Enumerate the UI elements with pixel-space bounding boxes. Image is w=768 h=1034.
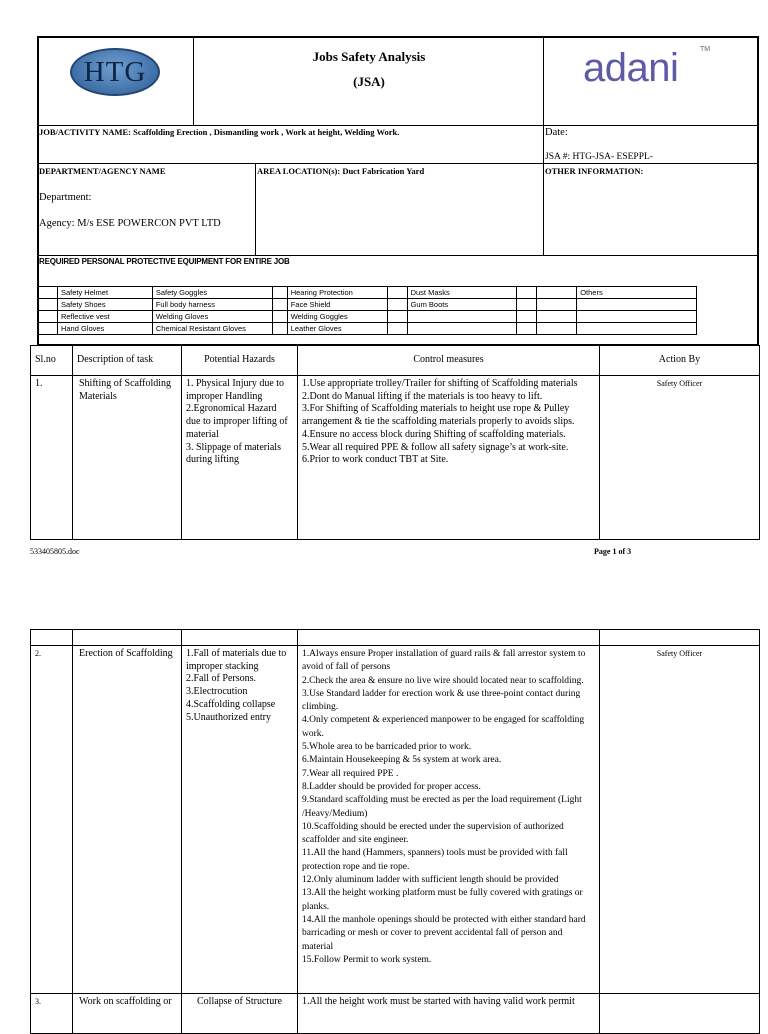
ppe-row	[38, 287, 697, 299]
table-row	[31, 994, 760, 1034]
agency-field: Agency: M/s ESE POWERCON PVT LTD	[39, 218, 221, 229]
document-subtitle: (JSA)	[353, 74, 385, 89]
date-label: Date:	[545, 127, 568, 138]
ppe-item: Reflective vest	[57, 311, 152, 323]
blank-header-row	[31, 630, 760, 646]
task-hazards	[182, 646, 298, 994]
header-divider	[543, 36, 544, 256]
hazard-item: 3. Slippage of materials during lifting	[186, 441, 281, 466]
hazard-item: 5.Unauthorized entry	[186, 711, 271, 723]
control-item: 6.Maintain Housekeeping & 5s system at work area.	[302, 755, 502, 766]
department-field: Department:	[39, 192, 92, 203]
task-description: Erection of Scaffolding	[73, 646, 182, 994]
task-slno: 1.	[31, 376, 73, 540]
ppe-item: Hearing Protection	[287, 287, 387, 299]
other-information-label: OTHER INFORMATION:	[545, 166, 644, 176]
control-item: 15.Follow Permit to work system.	[302, 954, 432, 965]
jsa-task-table	[30, 345, 760, 540]
ppe-item: Full body harness	[152, 299, 272, 311]
htg-logo-text: HTG	[83, 55, 147, 88]
ppe-item: Safety Shoes	[57, 299, 152, 311]
task-description: Shifting of Scaffolding Materials	[73, 376, 182, 540]
header-divider	[37, 125, 759, 126]
control-item: 4.Ensure no access block during Shifting of scaffolding materials.	[302, 428, 566, 440]
column-header-slno: Sl.no	[31, 346, 73, 376]
task-hazards	[182, 994, 298, 1034]
control-item: 1.Always ensure Proper installation of guard rails & fall arrestor system to avoid of fall of persons	[302, 649, 586, 673]
hazard-item: Collapse of Structure	[197, 996, 282, 1007]
control-item: 9.Standard scaffolding must be erected as per the load requirement (Light /Heavy/Medium)	[302, 795, 582, 819]
ppe-item: Welding Goggles	[287, 311, 387, 323]
ppe-item: Chemical Resistant Gloves	[152, 323, 272, 335]
header-divider	[37, 255, 759, 256]
adani-logo: adani	[583, 46, 679, 90]
task-hazards	[182, 376, 298, 540]
hazard-item: 3.Electrocution	[186, 686, 248, 698]
task-controls	[298, 646, 600, 994]
hazard-item: 2.Egronomical Hazard due to improper lifting of material	[186, 403, 288, 440]
hazard-item: 1.Fall of materials due to improper stacking	[186, 648, 287, 672]
table-row	[31, 376, 760, 540]
column-header-action-by: Action By	[600, 346, 760, 376]
htg-logo	[70, 48, 160, 96]
ppe-item: Safety Helmet	[57, 287, 152, 299]
control-item: 11.All the hand (Hammers, spanners) tools must be provided with fall protection rope and tie rope.	[302, 848, 568, 872]
department-agency-label: DEPARTMENT/AGENCY NAME	[39, 166, 166, 176]
area-location: AREA LOCATION(s): Duct Fabrication Yard	[257, 166, 425, 176]
ppe-item: Safety Goggles	[152, 287, 272, 299]
table-header-row	[31, 346, 760, 376]
jsa-number: JSA #: HTG-JSA- ESEPPL-	[545, 152, 653, 162]
control-item: 3.For Shifting of Scaffolding materials to height use rope & Pulley arrangement & tie the scaffolding materials properly to avoids slips.	[302, 403, 575, 428]
hazard-item: 4.Scaffolding collapse	[186, 698, 276, 710]
ppe-row	[38, 299, 697, 311]
column-header-hazards: Potential Hazards	[182, 346, 298, 376]
document-title: Jobs Safety Analysis	[312, 49, 426, 64]
header-divider	[37, 163, 759, 164]
control-item: 1.Use appropriate trolley/Trailer for shifting of Scaffolding materials	[302, 378, 578, 389]
footer-doc-name: 533405805.doc	[30, 547, 80, 556]
control-item: 7.Wear all required PPE .	[302, 768, 399, 779]
hazard-item: 1. Physical Injury due to improper Handling	[186, 378, 285, 402]
task-slno: 2.	[31, 646, 73, 994]
header-divider	[255, 163, 256, 256]
column-header-controls: Control measures	[298, 346, 600, 376]
ppe-item: Dust Masks	[407, 287, 517, 299]
control-item: 2.Dont do Manual lifting if the materials is too heavy to lift.	[302, 390, 543, 402]
job-activity-name: JOB/ACTIVITY NAME: Scaffolding Erection , Dismantling work , Work at height, Welding Work.	[39, 127, 400, 137]
control-item: 10.Scaffolding should be erected under the supervision of authorized scaffolder and site engineer.	[302, 821, 564, 846]
jsa-task-table-continued	[30, 629, 760, 1034]
trademark-mark: TM	[700, 46, 711, 53]
task-controls	[298, 994, 600, 1034]
ppe-heading: REQUIRED PERSONAL PROTECTIVE EQUIPMENT FOR ENTIRE JOB	[39, 257, 290, 266]
footer-page-number: Page 1 of 3	[594, 547, 632, 556]
ppe-item: Face Shield	[287, 299, 387, 311]
control-item: 12.Only aluminum ladder with sufficient length should be provided	[302, 875, 559, 886]
task-controls	[298, 376, 600, 540]
ppe-table	[37, 286, 697, 335]
task-action-by: Safety Officer	[600, 646, 760, 994]
control-item: 5.Whole area to be barricaded prior to work.	[302, 742, 472, 753]
ppe-row	[38, 323, 697, 335]
ppe-item: Leather Gloves	[287, 323, 387, 335]
task-description: Work on scaffolding or	[73, 994, 182, 1034]
control-item: 6.Prior to work conduct TBT at Site.	[302, 454, 449, 466]
task-action-by: Safety Officer	[600, 376, 760, 540]
control-item: 1.All the height work must be started with having valid work permit	[302, 996, 575, 1007]
control-item: 14.All the manhole openings should be protected with either standard hard barricading or mesh or cover to prevent accidental fall of person and material	[302, 914, 586, 952]
hazard-item: 2.Fall of Persons.	[186, 673, 256, 685]
control-item: 13.All the height working platform must be fully covered with gratings or planks.	[302, 888, 583, 912]
control-item: 4.Only competent & experienced manpower to be engaged for scaffolding work.	[302, 715, 585, 739]
control-item: 2.Check the area & ensure no live wire should located near to scaffolding.	[302, 675, 584, 686]
task-slno: 3.	[31, 994, 73, 1034]
control-item: 3.Use Standard ladder for erection work & use three-point contact during climbing.	[302, 688, 581, 713]
column-header-description: Description of task	[73, 346, 182, 376]
control-item: 5.Wear all required PPE & follow all safety signage’s at work-site.	[302, 441, 569, 453]
task-action-by	[600, 994, 760, 1034]
ppe-item: Gum Boots	[407, 299, 517, 311]
control-item: 8.Ladder should be provided for proper access.	[302, 781, 481, 792]
ppe-item: Others	[577, 287, 697, 299]
table-row	[31, 646, 760, 994]
ppe-item: Welding Gloves	[152, 311, 272, 323]
ppe-row	[38, 311, 697, 323]
ppe-item: Hand Gloves	[57, 323, 152, 335]
